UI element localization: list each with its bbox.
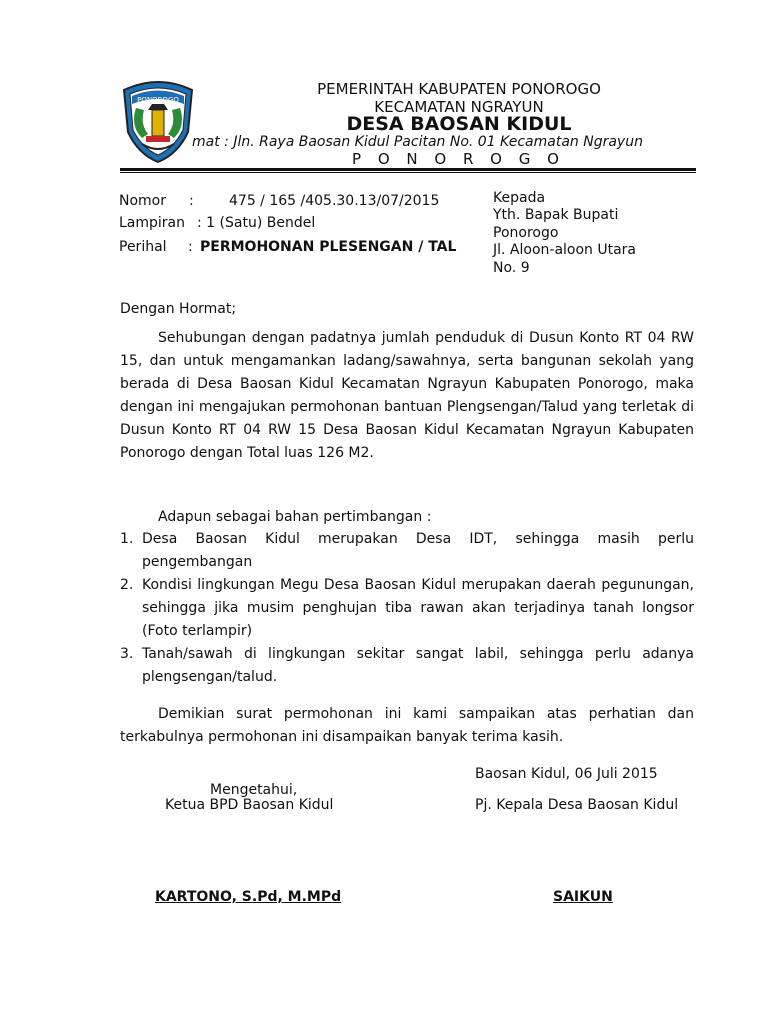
considerations-list <box>120 528 694 689</box>
left-signature-acknowledged: Mengetahui, <box>210 782 298 798</box>
recipient-number: No. 9 <box>493 260 530 276</box>
lampiran-value: : 1 (Satu) Bendel <box>197 215 316 231</box>
list-item-text: Desa Baosan Kidul merupakan Desa IDT, sehingga masih perlu pengembangan <box>142 531 694 570</box>
list-item <box>120 528 694 574</box>
letterhead-address: mat : Jln. Raya Baosan Kidul Pacitan No. 01 Kecamatan Ngrayun <box>192 134 643 150</box>
list-item-number: 3. <box>120 646 134 662</box>
salutation: Dengan Hormat; <box>120 301 237 317</box>
left-signatory-name: KARTONO, S.Pd, M.MPd <box>155 889 342 905</box>
nomor-label: Nomor <box>119 193 166 209</box>
lampiran-label: Lampiran <box>119 215 186 231</box>
perihal-label: Perihal <box>119 239 167 255</box>
right-signature-title: Pj. Kepala Desa Baosan Kidul <box>475 797 679 813</box>
left-signature-title: Ketua BPD Baosan Kidul <box>165 797 334 813</box>
perihal-separator: : <box>188 239 193 255</box>
list-item-number: 1. <box>120 531 134 547</box>
letterhead-district: KECAMATAN NGRAYUN <box>374 98 544 116</box>
list-item-text: Tanah/sawah di lingkungan sekitar sangat labil, sehingga perlu adanya plengsengan/talud. <box>142 646 694 685</box>
perihal-value: PERMOHONAN PLESENGAN / TAL <box>200 239 457 255</box>
recipient-city: Ponorogo <box>493 225 559 241</box>
body-paragraph-1: Sehubungan dengan padatnya jumlah penduduk di Dusun Konto RT 04 RW 15, dan untuk mengamankan ladang/sawahnya, serta bangunan sekolah yang berada di Desa Baosan Kidul Kecamatan Ngrayun Kabupaten Ponorogo, maka dengan ini mengajukan permohonan bantuan Plengsengan/Talud yang terletak di Dusun Konto RT 04 RW 15 Desa Baosan Kidul Kecamatan Ngrayun Kabupaten Ponorogo dengan Total luas 126 M2. <box>120 330 694 461</box>
letterhead-rule-thick <box>120 168 696 171</box>
list-item-number: 2. <box>120 577 134 593</box>
nomor-separator: : <box>189 193 194 209</box>
recipient-kepada: Kepada <box>493 190 546 206</box>
list-item <box>120 643 694 689</box>
body-paragraph-2: Adapun sebagai bahan pertimbangan : <box>158 509 432 525</box>
letterhead-government: PEMERINTAH KABUPATEN PONOROGO <box>317 80 601 98</box>
logo-text: PONOROGO <box>137 96 179 104</box>
recipient-street: Jl. Aloon-aloon Utara <box>493 242 637 258</box>
nomor-value: 475 / 165 /405.30.13/07/2015 <box>229 193 440 209</box>
letterhead-rule-thin <box>120 172 696 173</box>
right-signatory-name: SAIKUN <box>553 889 613 905</box>
place-date: Baosan Kidul, 06 Juli 2015 <box>475 766 658 782</box>
closing-paragraph: Demikian surat permohonan ini kami sampaikan atas perhatian dan terkabulnya permohonan ini disampaikan banyak terima kasih. <box>120 706 694 745</box>
recipient-title: Yth. Bapak Bupati <box>493 207 619 223</box>
letterhead-city: P O N O R O G O <box>352 150 565 168</box>
letterhead-village: DESA BAOSAN KIDUL <box>346 113 572 135</box>
list-item <box>120 574 694 643</box>
list-item-text: Kondisi lingkungan Megu Desa Baosan Kidul merupakan daerah pegunungan, sehingga jika musim penghujan tiba rawan akan terjadinya tanah longsor (Foto terlampir) <box>142 577 694 639</box>
